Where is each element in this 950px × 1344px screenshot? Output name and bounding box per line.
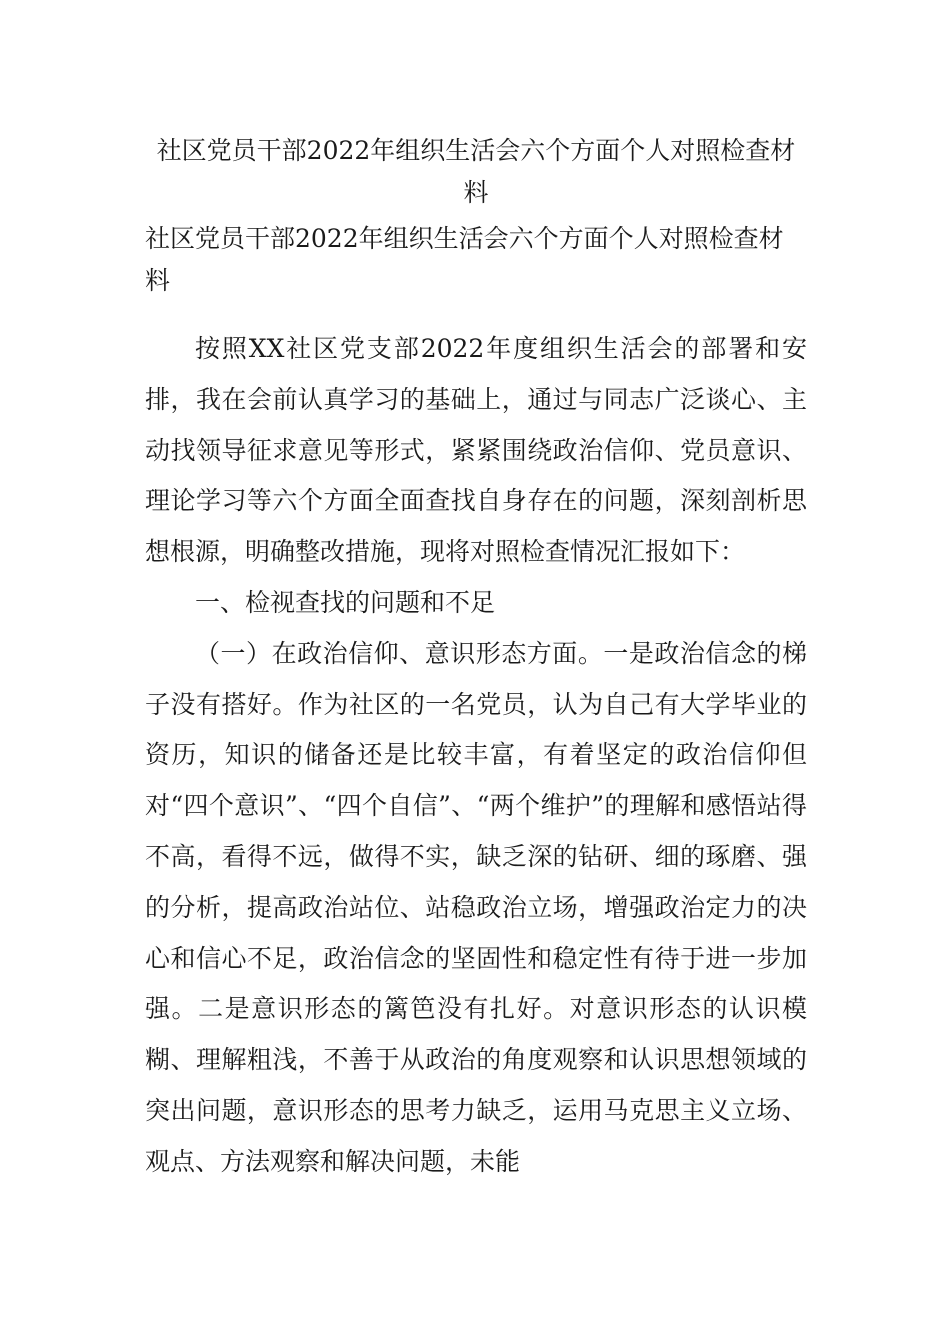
section-heading: 一、检视查找的问题和不足 (195, 587, 496, 617)
body-paragraph: （一）在政治信仰、意识形态方面。一是政治信念的梯子没有搭好。作为社区的一名党员，认为自己有大学毕业的资历，知识的储备还是比较丰富，有着坚定的政治信仰但对“四个意识”、“四个自信”、“两个维护”的理解和感悟站得不高，看得不远，做得不实，缺乏深的钻研、细的琢磨、强的分析，提高政治站位、站稳政治立场，增强政治定力的决心和信心不足，政治信念的坚固性和稳定性有待于进一步加强。二是意识形态的篱笆没有扎好。对意识形态的认识模糊、理解粗浅，不善于从政治的角度观察和认识思想领域的突出问题，意识形态的思考力缺乏，运用马克思主义立场、观点、方法观察和解决问题，未能 (145, 638, 807, 1176)
document-body (145, 130, 807, 1188)
document-subtitle: 社区党员干部2022年组织生活会六个方面个人对照检查材料 (145, 224, 784, 295)
document-title: 社区党员干部2022年组织生活会六个方面个人对照检查材料 (156, 136, 796, 207)
intro-paragraph: 按照XX社区党支部2022年度组织生活会的部署和安排，我在会前认真学习的基础上，通过与同志广泛谈心、主动找领导征求意见等形式，紧紧围绕政治信仰、党员意识、理论学习等六个方面全面查找自身存在的问题，深刻剖析思想根源，明确整改措施，现将对照检查情况汇报如下： (145, 334, 807, 567)
